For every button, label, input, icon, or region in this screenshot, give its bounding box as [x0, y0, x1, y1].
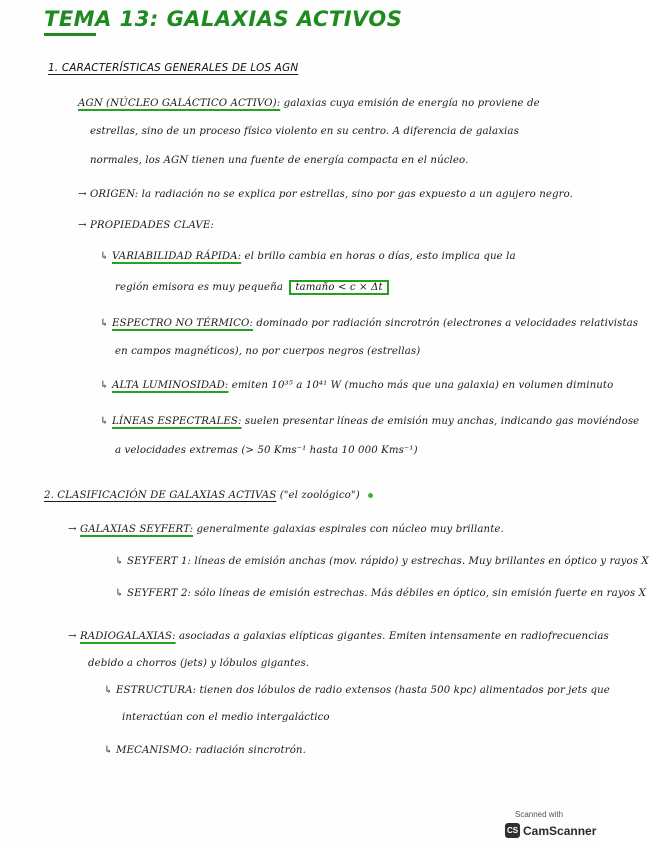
radio-line2: debido a chorros (jets) y lóbulos gigantes.: [88, 658, 310, 669]
luminosidad-term: ALTA LUMINOSIDAD:: [111, 380, 229, 391]
mecanismo-text: MECANISMO: radiación sincrotrón.: [115, 745, 306, 756]
camscanner-brand: [505, 822, 596, 839]
lineas-term: LÍNEAS ESPECTRALES:: [111, 416, 242, 427]
camscanner-logo-icon: CS: [505, 823, 520, 838]
radio-term: RADIOGALAXIAS:: [79, 631, 176, 642]
estructura-line2: interactúan con el medio intergaláctico: [122, 712, 330, 723]
seyfert-term: GALAXIAS SEYFERT:: [79, 524, 194, 535]
luminosidad-text: emiten 10³⁵ a 10⁴¹ W (mucho más que una galaxia) en volumen diminuto: [231, 380, 614, 391]
agn-def-line1: [78, 98, 540, 109]
camscanner-badge: [505, 810, 597, 840]
espectro-line1: ↳ ESPECTRO NO TÉRMICO: dominado por radiación sincrotrón (electrones a velocidades relativistas: [100, 318, 639, 329]
variabilidad-text1: el brillo cambia en horas o días, esto implica que la: [244, 251, 516, 262]
propiedades-label: → PROPIEDADES CLAVE:: [78, 220, 214, 231]
radio-text1: asociadas a galaxias elípticas gigantes. Emiten intensamente en radiofrecuencias: [178, 631, 609, 642]
seyfert1-line: ↳ SEYFERT 1: líneas de emisión anchas (mov. rápido) y estrechas. Muy brillantes en óptico y rayos X: [115, 556, 649, 567]
section2-heading-row: [44, 490, 360, 501]
seyfert2-line: ↳ SEYFERT 2: sólo líneas de emisión estrechas. Más débiles en óptico, sin emisión fuerte en rayos X: [115, 588, 646, 599]
title-underline: [44, 33, 96, 36]
agn-def-line2: estrellas, sino de un proceso físico violento en su centro. A diferencia de galaxias: [90, 126, 519, 137]
seyfert2-text: SEYFERT 2: sólo líneas de emisión estrechas. Más débiles en óptico, sin emisión fuerte en rayos X: [126, 588, 646, 599]
variabilidad-term: VARIABILIDAD RÁPIDA:: [111, 251, 242, 262]
lineas-line1: ↳ LÍNEAS ESPECTRALES: suelen presentar líneas de emisión muy anchas, indicando gas moviéndose: [100, 416, 640, 427]
scanned-with-label: Scanned with: [515, 810, 564, 819]
estructura-text: ESTRUCTURA: tienen dos lóbulos de radio extensos (hasta 500 kpc) alimentados por jets que: [115, 685, 610, 696]
mecanismo-line: ↳ MECANISMO: radiación sincrotrón.: [104, 745, 306, 756]
agn-term: AGN (NÚCLEO GALÁCTICO ACTIVO):: [78, 98, 281, 109]
section2-heading: 2. CLASIFICACIÓN DE GALAXIAS ACTIVAS: [44, 490, 277, 501]
variabilidad-text2: región emisora es muy pequeña: [115, 282, 284, 293]
agn-def-text1: galaxias cuya emisión de energía no proviene de: [283, 98, 540, 109]
espectro-term: ESPECTRO NO TÉRMICO:: [111, 318, 253, 329]
agn-def-line3: normales, los AGN tienen una fuente de energía compacta en el núcleo.: [90, 155, 469, 166]
green-dot-mark: [368, 493, 373, 498]
camscanner-name: CamScanner: [523, 823, 597, 838]
radio-line1: → RADIOGALAXIAS: asociadas a galaxias elípticas gigantes. Emiten intensamente en radiofrecuencias: [68, 631, 609, 642]
page-title: TEMA 13: GALAXIAS ACTIVOS: [44, 7, 403, 31]
espectro-line2: en campos magnéticos), no por cuerpos negros (estrellas): [115, 346, 421, 357]
luminosidad-line: ↳ ALTA LUMINOSIDAD: emiten 10³⁵ a 10⁴¹ W (mucho más que una galaxia) en volumen diminuto: [100, 380, 614, 391]
seyfert-line1: → GALAXIAS SEYFERT: generalmente galaxias espirales con núcleo muy brillante.: [68, 524, 504, 535]
variabilidad-line1: ↳ VARIABILIDAD RÁPIDA: el brillo cambia en horas o días, esto implica que la: [100, 251, 516, 262]
seyfert1-text: SEYFERT 1: líneas de emisión anchas (mov. rápido) y estrechas. Muy brillantes en óptico y rayos X: [126, 556, 649, 567]
origen-line: → ORIGEN: la radiación no se explica por estrellas, sino por gas expuesto a un agujero negro.: [78, 189, 574, 200]
variabilidad-line2: [115, 280, 389, 295]
estructura-line1: ↳ ESTRUCTURA: tienen dos lóbulos de radio extensos (hasta 500 kpc) alimentados por jets que: [104, 685, 610, 696]
lineas-line2: a velocidades extremas (> 50 Kms⁻¹ hasta 10 000 Kms⁻¹): [115, 445, 418, 456]
section2-heading-suffix: ("el zoológico"): [279, 490, 360, 501]
size-formula-box: tamaño < c × Δt: [289, 280, 388, 295]
espectro-text1: dominado por radiación sincrotrón (electrones a velocidades relativistas: [256, 318, 639, 329]
seyfert-text1: generalmente galaxias espirales con núcleo muy brillante.: [196, 524, 504, 535]
lineas-text1: suelen presentar líneas de emisión muy anchas, indicando gas moviéndose: [244, 416, 640, 427]
section1-heading: 1. CARACTERÍSTICAS GENERALES DE LOS AGN: [48, 62, 299, 74]
